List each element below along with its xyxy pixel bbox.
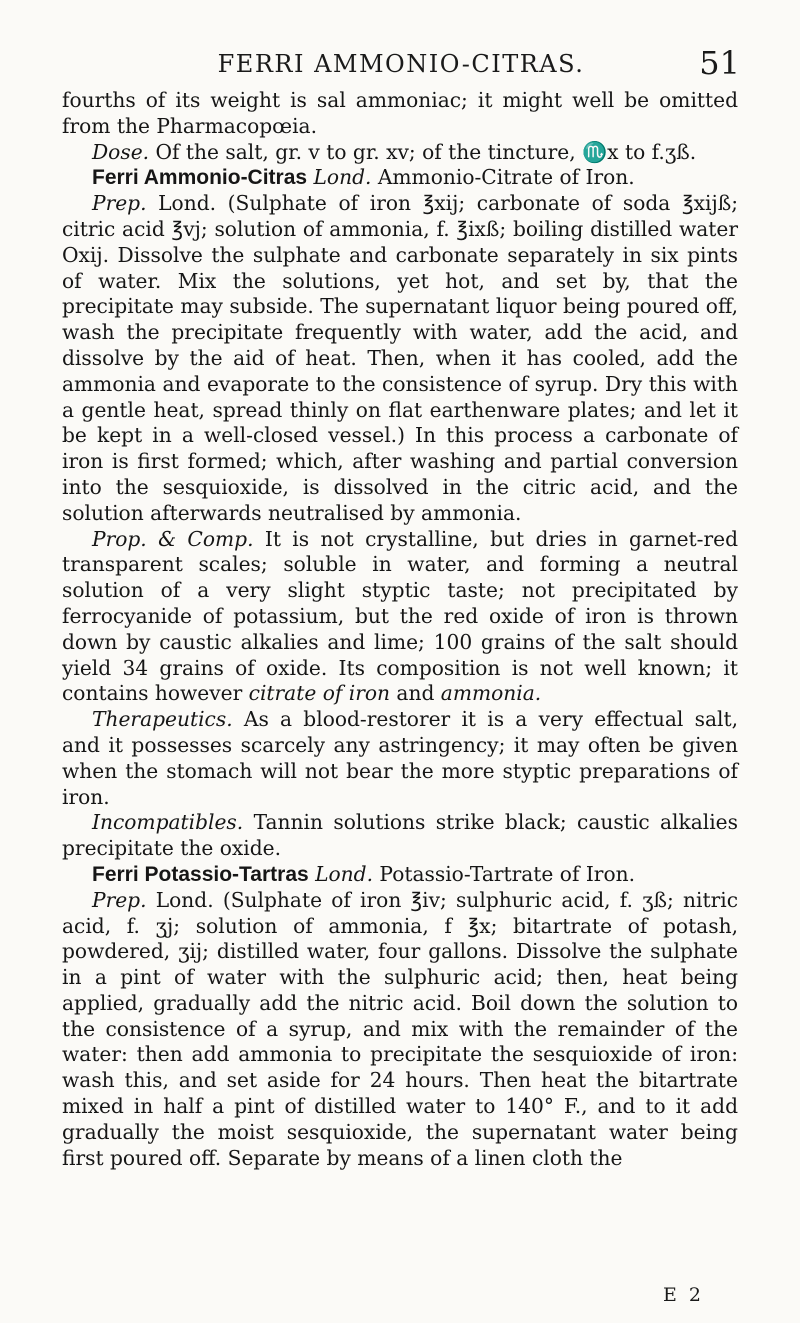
entry-title: Ferri Ammonio-Citras xyxy=(92,166,308,190)
properties-label: Prop. & Comp. xyxy=(92,526,254,551)
properties-conjunction: and xyxy=(390,681,441,706)
entry-heading-potassio-tartras xyxy=(62,862,738,888)
properties-text: It is not crystalline, but dries in garnet-red transparent scales; soluble in water, and forming a neutral solution of a very slight styptic taste; not precipitated by ferrocyanide of potassium, but the red oxide of iron is thrown down by caustic alkalies and lime; 100 grains of the salt should yield 34 grains of oxide. Its composition is not well known; it contains however xyxy=(62,526,738,706)
running-head: FERRI AMMONIO-CITRAS. xyxy=(217,50,585,78)
page-number: 51 xyxy=(699,44,740,82)
therapeutics-text: As a blood-restorer it is a very effectual salt, and it possesses scarcely any astringency; it may often be given when the stomach will not bear the more styptic preparations of iron. xyxy=(62,707,738,809)
properties-italic-term: citrate of iron xyxy=(248,681,390,706)
paragraph-text: fourths of its weight is sal ammoniac; it might well be omitted from the Pharmacopœia. xyxy=(62,88,738,138)
incompatibles-label: Incompatibles. xyxy=(92,810,244,835)
entry-heading-ammonio-citras xyxy=(62,165,738,191)
entry-source-2: Lond. xyxy=(308,861,374,886)
paragraph-incompatibles xyxy=(62,810,738,862)
entry-english-name: Ammonio-Citrate of Iron. xyxy=(371,165,635,190)
signature-mark: E 2 xyxy=(663,1284,704,1306)
paragraph-continuation xyxy=(62,88,738,140)
entry-source: Lond. xyxy=(307,165,372,190)
page-body xyxy=(62,88,738,1171)
incompatibles-text: Tannin solutions strike black; caustic alkalies precipitate the oxide. xyxy=(62,810,738,861)
paragraph-preparation-2 xyxy=(62,888,738,1172)
dose-label: Dose. xyxy=(92,139,150,164)
paragraph-dose xyxy=(62,140,738,166)
prep-text-2: Lond. (Sulphate of iron ℥iv; sulphuric acid, f. ʒß; nitric acid, f. ʒj; solution of ammonia, f ℥x; bitartrate of potash, powdered, ʒij; distilled water, four gallons. Dissolve the sulphate in a pint of water with the sulphuric acid; then, heat being applied, gradually add the nitric acid. Boil down the solution to the consistence of a syrup, and mix with the remainder of the water: then add ammonia to precipitate the sesquioxide of iron: wash this, and set aside for 24 hours. Then heat the bitartrate mixed in half a pint of distilled water to 140° F., and to it add gradually the moist sesquioxide, the supernatant water being first poured off. Separate by means of a linen cloth the xyxy=(62,887,738,1170)
paragraph-properties xyxy=(62,527,738,708)
therapeutics-label: Therapeutics. xyxy=(92,707,233,732)
page-header xyxy=(62,40,740,84)
entry-title-2: Ferri Potassio-Tartras xyxy=(92,862,309,886)
dose-text: Of the salt, gr. v to gr. xv; of the tincture, ♏x to f.ʒß. xyxy=(149,139,697,164)
prep-label: Prep. xyxy=(92,191,147,216)
entry-english-name-2: Potassio-Tartrate of Iron. xyxy=(373,861,636,886)
paragraph-therapeutics xyxy=(62,707,738,810)
prep-text: Lond. (Sulphate of iron ℥xij; carbonate of soda ℥xijß; citric acid ℥vj; solution of ammonia, f. ℥ixß; boiling distilled water Oxij. Dissolve the sulphate and carbonate separately in six pints of water. Mix the solutions, yet hot, and set by, that the precipitate may subside. The supernatant liquor being poured off, wash the precipitate frequently with water, add the acid, and dissolve by the aid of heat. Then, when it has cooled, add the ammonia and evaporate to the consistence of syrup. Dry this with a gentle heat, spread thinly on flat earthenware plates; and let it be kept in a well-closed vessel.) In this process a carbonate of iron is first formed; which, after washing and partial conversion into the sesquioxide, is dissolved in the citric acid, and the solution afterwards neutralised by ammonia. xyxy=(62,191,738,525)
prep-label-2: Prep. xyxy=(92,887,147,912)
properties-italic-term-2: ammonia. xyxy=(440,681,542,706)
paragraph-preparation xyxy=(62,191,738,526)
